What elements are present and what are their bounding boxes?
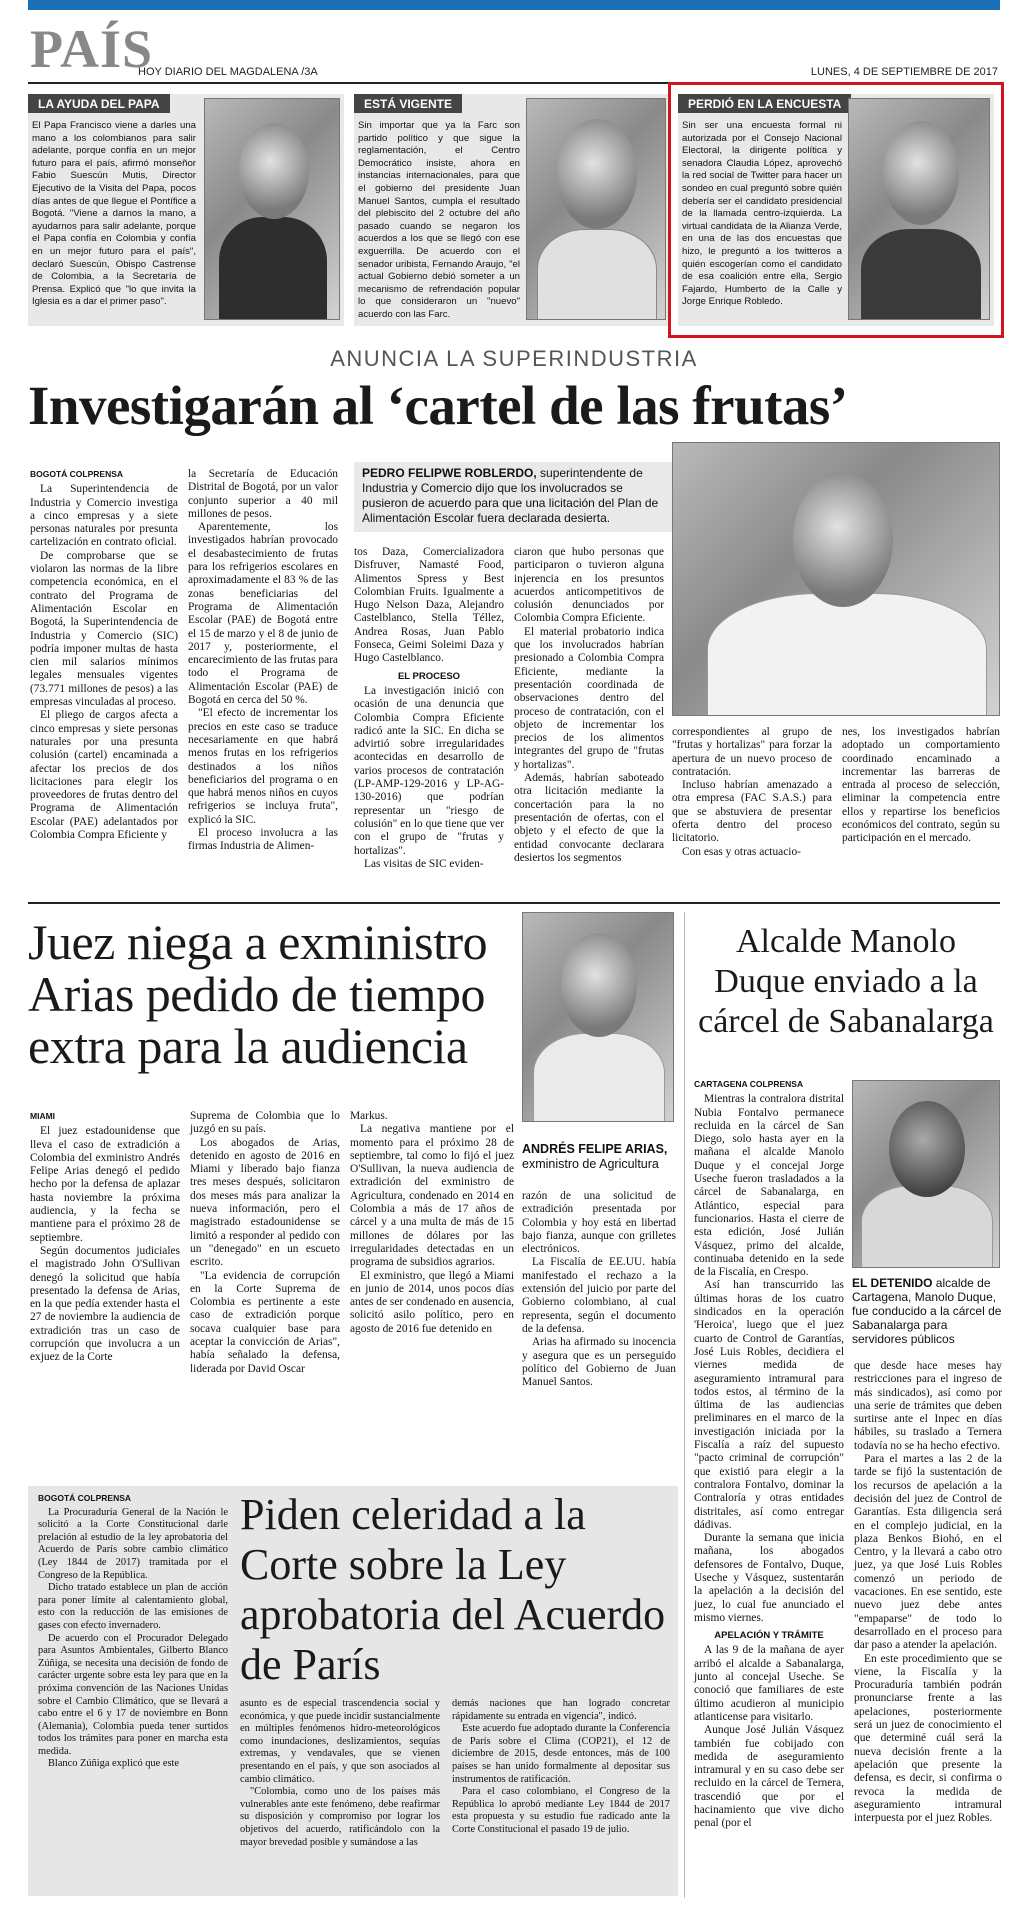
- paragraph: La investigación inició con ocasión de una denuncia que Colombia Compra Eficiente radicó ante la SIC. En dicha se advirtió sobre irregularidades acontecidas en desarrollo de varios procesos de contratación (LP-AMP-129-2016 y LP-AG-130-2016) que podrían representar un "riesgo de colusión" en lo que tiene que ver con el grupo de "frutas y hortalizas".: [354, 684, 504, 857]
- story1-headline: Investigarán al ‘cartel de las frutas’: [28, 375, 848, 436]
- story3-caption: [852, 1276, 1002, 1346]
- paragraph: De acuerdo con el Procurador Delegado para Asuntos Ambientales, Gilberto Blanco Zúñiga, se necesita una decisión de fondo de carácter urgente sobre esta ley para que en la próxima convención de las Naciones Unidas sobre el Cambio Climático, que se llevará a cabo entre el 6 y 17 de noviembre en Bonn (Alemania), Colombia pueda tener surtidos todos los trámites para poner en marcha esta medida.: [38, 1632, 228, 1757]
- story4-col2: [240, 1698, 440, 1849]
- photo-duque: [852, 1080, 1000, 1268]
- story1-col6: [842, 726, 1000, 846]
- paper-name: HOY DIARIO DEL MAGDALENA /3A: [138, 66, 318, 78]
- caption-role: exministro de Agricultura: [522, 1157, 659, 1171]
- story1-byline: BOGOTÁ COLPRENSA: [30, 469, 124, 479]
- paragraph: En este procedimiento que se viene, la Fiscalía y la Procuraduría también podrán pronunciarse frente a las apelaciones, posteriormente será un juez de conocimiento el que determiné cuál será la nueva decisión frente a la apelación que presente la defensa, es decir, si confirma o revoca la medida de aseguramiento intramural interpuesta por el juez Robles.: [854, 1652, 1002, 1825]
- paragraph: asunto es de especial trascendencia social y económica, y que puede incidir sustancialmente en múltiples fenómenos hidro-meteorológicos como inundaciones, deslizamientos, sequías extremas, y vendavales, que se vienen presentando en el país, y que son asociados al cambio climático.: [240, 1698, 440, 1785]
- paragraph: demás naciones que han logrado concretar rápidamente su entrada en vigencia", indicó.: [452, 1698, 670, 1722]
- paragraph: "Colombia, como uno de los países más vulnerables ante este fenómeno, debe reafirmar su disposición y compromiso por lograr los objetivos del acuerdo, ratificándolo con la mayor brevedad posible y sumándose a las: [240, 1786, 440, 1848]
- pullquote-text: superintendente de Industria y Comercio dijo que los involucrados se pusieron de acuerdo para que una licitación del Plan de Alimentación Escolar fuera declarada desierta.: [362, 466, 659, 525]
- brief-label: LA AYUDA DEL PAPA: [28, 94, 170, 113]
- paragraph: Este acuerdo fue adoptado durante la Conferencia de París sobre el Clima (COP21), el 12 de diciembre de 2015, desde entonces, más de 100 países se han unido formalmente al depositar sus instrumentos de ratificación.: [452, 1723, 670, 1785]
- brief-text: Sin importar que ya la Farc son partido político y que sigue la reglamentación, el Centro Democrático insiste, ahora en instancias internacionales, para que el gobierno del presidente Juan Manuel Santos, cumpla el resultado del plebiscito del 2 octubre del año pasado cuando se negaron los acuerdos a los que se llegó con ese exguerrilla. De acuerdo con el senador uribista, Fernando Araujo, "el actual Gobierno debió someter a un mecanismo de refrendación popular lo que consideraron un "nuevo" acuerdo con las Farc.: [358, 120, 520, 320]
- brief-label: PERDIÓ EN LA ENCUESTA: [678, 94, 851, 113]
- story1-col4: [514, 546, 664, 865]
- photo-arias: [522, 912, 674, 1122]
- paragraph: Dicho tratado establece un plan de acción para poner límite al calentamiento global, esto con la reducción de las emisiones de gases con efecto invernadero.: [38, 1582, 228, 1631]
- section-title: PAÍS: [30, 19, 154, 79]
- paragraph: que desde hace meses hay restricciones para el ingreso de más sindicados), así como por una serie de trámites que deben surtirse ante el Inpec en días hábiles, su traslado a Ternera todavía no se ha hecho efectivo.: [854, 1360, 1002, 1452]
- photo-claudia-lopez: [848, 98, 990, 320]
- story3-subhead: APELACIÓN Y TRÁMITE: [714, 1630, 824, 1642]
- paragraph: Según documentos judiciales el magistrado John O'Sullivan denegó la solicitud que había presentado la defensa de Arias, en la que pedía extender hasta el 27 de noviembre la audiencia de extradición tras un caso de corrupción que involucra a un exjuez de la Corte: [30, 1244, 180, 1364]
- paragraph: Así han transcurrido las últimas horas de los cuatro sindicados en la operación 'Heroica', luego que el juez cuarto de Control de Garantías, José Luis Robles, decidiera el viernes medida de aseguramiento intramural para todos estos, al término de la última de las audiencias preliminares en el marco de la investigación iniciada por la Fiscalía a raíz del supuesto "pacto criminal de corrupción" que existió para elegir a la contralora Fontalvo, dominar la Contraloría y otras entidades distritales, así como entregar dádivas.: [694, 1279, 844, 1531]
- story3-col2: [854, 1360, 1002, 1825]
- paragraph: A las 9 de la mañana de ayer arribó el alcalde a Sabanalarga, junto al concejal Useche. Se conoció que familiares de este último acudieron al municipio atlanticense para visitarlo.: [694, 1644, 844, 1723]
- section-rule: [28, 902, 1000, 904]
- paragraph: La Fiscalía de EE.UU. había manifestado el rechazo a la extensión del juicio por parte del Gobierno colombiano, al cual representa, según el documento de la defensa.: [522, 1256, 676, 1335]
- paragraph: Para el caso colombiano, el Congreso de la República lo aprobó mediante Ley 1844 de 2017 esta propuesta y su estudio fue radicado ante la Corte Constitucional el pasado 19 de julio.: [452, 1786, 670, 1835]
- caption-name: ANDRÉS FELIPE ARIAS,: [522, 1142, 668, 1156]
- brief-text: El Papa Francisco viene a darles una mano a los colombianos para salir adelante, porque confía en un mejor futuro para el país, afirmó monseñor Fabio Suescún Mutis, Director Ejecutivo de la Visita del Papa, pocos días antes de que llegue el Pontífice a Bogotá. "Viene a darnos la mano, a ayudarnos para salir adelante, porque el Papa confía en Colombia y confía en un mejor futuro para el país", declaró Suescún, Obispo Castrense de Colombia, a la Secretaría de Prensa. Explicó que "lo que invita la Iglesia es a dar el primer paso".: [32, 120, 196, 308]
- issue-date: LUNES, 4 DE SEPTIEMBRE DE 2017: [810, 66, 998, 78]
- brief-papa: [28, 94, 344, 326]
- story2-col3: [350, 1110, 514, 1336]
- top-color-bar: [28, 0, 1000, 10]
- paragraph: Los abogados de Arias, detenido en agosto de 2016 en Miami y liberado bajo fianza tres meses después, solicitaron dos meses más para analizar la nueva información, pero el magistrado estadounidense se limitó a responder al pedido con un "denegado" en un escueto escrito.: [190, 1136, 340, 1269]
- story1-col3: [354, 546, 504, 871]
- story1-col5: [672, 726, 832, 859]
- paragraph: "La evidencia de corrupción en la Corte Suprema de Colombia es pertinente a este caso de extradición porque socava cualquier base para aceptar la convicción de Arias", había señalado la defensa, liderada por David Oscar: [190, 1269, 340, 1375]
- brief-label: ESTÁ VIGENTE: [354, 94, 462, 113]
- paragraph: El juez estadounidense que lleva el caso de extradición a Colombia del exministro Andrés Felipe Arias denegó el pedido hecho por la defensa de aplazar hasta noviembre la próxima audiencia, y la fecha se mantiene para el próximo 28 de septiembre.: [30, 1125, 180, 1244]
- story4-byline: BOGOTÁ COLPRENSA: [38, 1493, 132, 1503]
- brief-text: Sin ser una encuesta formal ni autorizada por el Consejo Nacional Electoral, la dirigente política y senadora Claudia López, aprovechó la red social de Twitter para hacer un sondeo en cual preguntó sobre quién debería ser el candidato presidencial de la llamada centro-izquierda. La virtual candidata de la Alianza Verde, en una de las dos encuestas que hizo, le preguntó a los twitteros a quién escogerían como el candidato de esa coalición entre ella, Sergio Fajardo, Humberto de la Calle y Jorge Enrique Robledo.: [682, 120, 842, 308]
- column-divider: [684, 912, 685, 1898]
- paragraph: Durante la semana que inicia mañana, los abogados defensores de Fontalvo, Duque, Useche y Vásquez, sustentarán la apelación a la decisión del juez, lo cual fue anunciado el mismo viernes.: [694, 1532, 844, 1624]
- paragraph: nes, los investigados habrían adoptado un comportamiento coordinado encaminado a incrementar las barreras de entrada al proceso de selección, eliminar la competencia entre ellos y repartirse los beneficios económicos del contrato, según su participación en el mercado.: [842, 726, 1000, 845]
- paragraph: Con esas y otras actuacio-: [682, 845, 801, 858]
- paragraph: La Superintendencia de Industria y Comercio investiga a cinco empresas y a siete personas naturales por presunta cartelización en contrato oficial.: [30, 483, 178, 549]
- photo-superintendent: [672, 442, 1000, 716]
- story3-headline: Alcalde Manolo Duque enviado a la cárcel de Sabanalarga: [698, 923, 994, 1040]
- paragraph: la Secretaría de Educación Distrital de Bogotá, por un valor conjunto superior a 40 mil millones de pesos.: [188, 468, 338, 520]
- story3-byline: CARTAGENA COLPRENSA: [694, 1079, 804, 1089]
- paragraph: Las visitas de SIC eviden-: [364, 857, 484, 870]
- paragraph: "El efecto de incrementar los precios en este caso se traduce necesariamente en que habrá menos frutas en los refrigerios destinados a los niños beneficiarios del programa o en que habrá menos niños en cuyos refrigerios se incluya fruta", explicó la SIC.: [188, 707, 338, 826]
- caption-name: EL DETENIDO: [852, 1276, 933, 1290]
- paragraph: Mientras la contralora distrital Nubia Fontalvo permanece recluida en la cárcel de San Diego, solo hasta ayer en la mañana el alcalde Manolo Duque y el concejal Jorge Useche fueron trasladados a la cárcel de Sabanalarga, en Atlántico, especial para funcionarios. Hasta el cierre de esta edición, José Julián Vásquez, primo del alcalde, continuaba detenido en la sede de la Fiscalía, en Crespo.: [694, 1093, 844, 1279]
- paragraph: Arias ha afirmado su inocencia y asegura que es un perseguido político del Gobierno de Juan Manuel Santos.: [522, 1336, 676, 1389]
- photo-politician: [526, 98, 666, 320]
- paragraph: El pliego de cargos afecta a cinco empresas y siete personas naturales por una presunta colusión (cartel) encaminada a afectar los precios de dos licitaciones para elegir los proveedores de frutas dentro del Programa de Alimentación Escolar (PAE) adelantados por Colombia Compra Eficiente y: [30, 709, 178, 842]
- story1-col2: [188, 468, 338, 854]
- story2-byline: MIAMI: [30, 1111, 56, 1121]
- paragraph: Además, habrían saboteado otra licitación mediante la concertación para la no presentación de ofertas, con el objeto y el efecto de que la entidad convocante declarara desiertos los segmentos: [514, 772, 664, 864]
- paragraph: Para el martes a las 2 de la tarde se fijó la sustentación de los recursos de apelación a la decisión del juez de Control de Garantías. Esta diligencia será en el complejo judicial, en la plaza Benkos Biohó, en el Centro, y la llevará a cabo otro juez, ya que José Luis Robles comenzó un periodo de vacaciones. En ese sentido, este nuevo juez debe antes "empaparse" de todo lo desarrollado en el proceso para dar paso a atender la apelación.: [854, 1453, 1002, 1652]
- paragraph: tos Daza, Comercializadora Disfruver, Namasté Food, Alimentos Spress y Best Colombian Fruits. Igualmente a Hugo Nelson Daza, Alejandro Castelblanco, Stella Téllez, Andrea Rosas, Juan Pablo Fonseca, Geimi Soleimi Daza y Hugo Castelblanco.: [354, 546, 504, 665]
- caption-text: alcalde de Cartagena, Manolo Duque, fue conducido a la cárcel de Sabanalarga para servidores públicos: [852, 1276, 1002, 1346]
- paragraph: El material probatorio indica que los involucrados habrían presionado a Colombia Compra Eficiente, mediante la presentación coordinada de observaciones dentro del proceso de contratación, con el objeto de incrementar los precios de los alimentos integrantes del grupo de "frutas y hortalizas".: [514, 625, 664, 771]
- story2-caption: [522, 1142, 676, 1172]
- pullquote-name: PEDRO FELIPWE ROBLERDO,: [362, 466, 537, 480]
- paragraph: Markus.: [350, 1110, 388, 1122]
- story2-col1: [30, 1110, 180, 1365]
- paragraph: Aparentemente, los investigados habrían provocado el desabastecimiento de frutas para los refrigerios escolares en aproximadamente el 83 % de las zonas beneficiarias del Programa de Alimentación Escolar (PAE) de Bogotá entre el 15 de marzo y el 8 de junio de 2017 y, posteriormente, el encarecimiento de las frutas para todo el Programa de Alimentación Escolar (PAE) de Bogotá en cerca del 50 %.: [188, 521, 338, 707]
- paragraph: La Procuraduría General de la Nación le solicitó a la Corte Constitucional darle prelación al estudio de la ley aprobatoria del Acuerdo de París sobre cambio climático (Ley 1844 de 2017) tramitada por el Congreso de la República.: [38, 1506, 228, 1581]
- paragraph: Incluso habrían amenazado a otra empresa (FAC S.A.S.) para que se abstuviera de presentar oferta dentro del proceso licitatorio.: [672, 779, 832, 845]
- paragraph: Blanco Zúñiga explicó que este: [48, 1758, 179, 1770]
- paragraph: De comprobarse que se violaron las normas de la libre competencia económica, en el contrato del Programa de Alimentación Escolar en Bogotá, la Superintendencia de Industria y Comercio (SIC) podría imponer multas de hasta cien mil salarios mínimos legales mensuales vigentes (73.771 millones de pesos) a las empresas vinculadas al proceso.: [30, 549, 178, 709]
- paragraph: La negativa mantiene por el momento para el próximo 28 de septiembre, tal como lo fijó el juez O'Sullivan, la nueva audiencia de extradición del exministro de Agricultura, condenado en 2014 en Colombia a más de 17 años de cárcel y a una multa de más de 15 millones de dólares por las irregularidades detectadas en un programa de subsidios agrarios.: [350, 1123, 514, 1269]
- story4-headline: Piden celeridad a la Corte sobre la Ley aprobatoria del Acuerdo de París: [240, 1490, 666, 1689]
- story4-col1: [38, 1492, 228, 1771]
- story2-col2: [190, 1110, 340, 1376]
- story2-headline: Juez niega a exministro Arias pedido de tiempo extra para la audiencia: [28, 914, 488, 1074]
- story4-col3: [452, 1698, 670, 1837]
- paragraph: razón de una solicitud de extradición presentada por Colombia y hoy está en libertad bajo fianza, aunque con grilletes electrónicos.: [522, 1190, 676, 1256]
- story1-subhead: EL PROCESO: [397, 670, 461, 682]
- paragraph: El exministro, que llegó a Miami en junio de 2014, unos pocos días antes de ser condenado en ausencia, solicitó asilo político, pero en agosto de 2016 fue detenido en: [350, 1269, 514, 1335]
- paragraph: El proceso involucra a las firmas Industria de Alimen-: [188, 827, 338, 853]
- story2-col4: [522, 1190, 676, 1389]
- story3-col1: [694, 1078, 844, 1831]
- paragraph: ciaron que hubo personas que participaron o tuvieron alguna injerencia en los presuntos acuerdos anticompetitivos de colusión denunciados por Colombia Compra Eficiente.: [514, 546, 664, 625]
- brief-vigente: [354, 94, 670, 326]
- photo-bishop: [204, 98, 340, 320]
- story1-pullquote: [354, 462, 680, 532]
- story1-col1: [30, 468, 178, 842]
- paragraph: Aunque José Julián Vásquez también fue cobijado con medida de aseguramiento intramural y en su caso debe ser recluido en la cárcel de Ternera, trascendió que por el hacinamiento que vive dicho penal (por el: [694, 1724, 844, 1830]
- brief-encuesta: [678, 94, 994, 326]
- paragraph: Suprema de Colombia que lo juzgó en su país.: [190, 1110, 340, 1136]
- paragraph: correspondientes al grupo de "frutas y hortalizas" para forzar la apertura de un nuevo proceso de contratación.: [672, 726, 832, 778]
- story1-kicker: ANUNCIA LA SUPERINDUSTRIA: [330, 346, 698, 371]
